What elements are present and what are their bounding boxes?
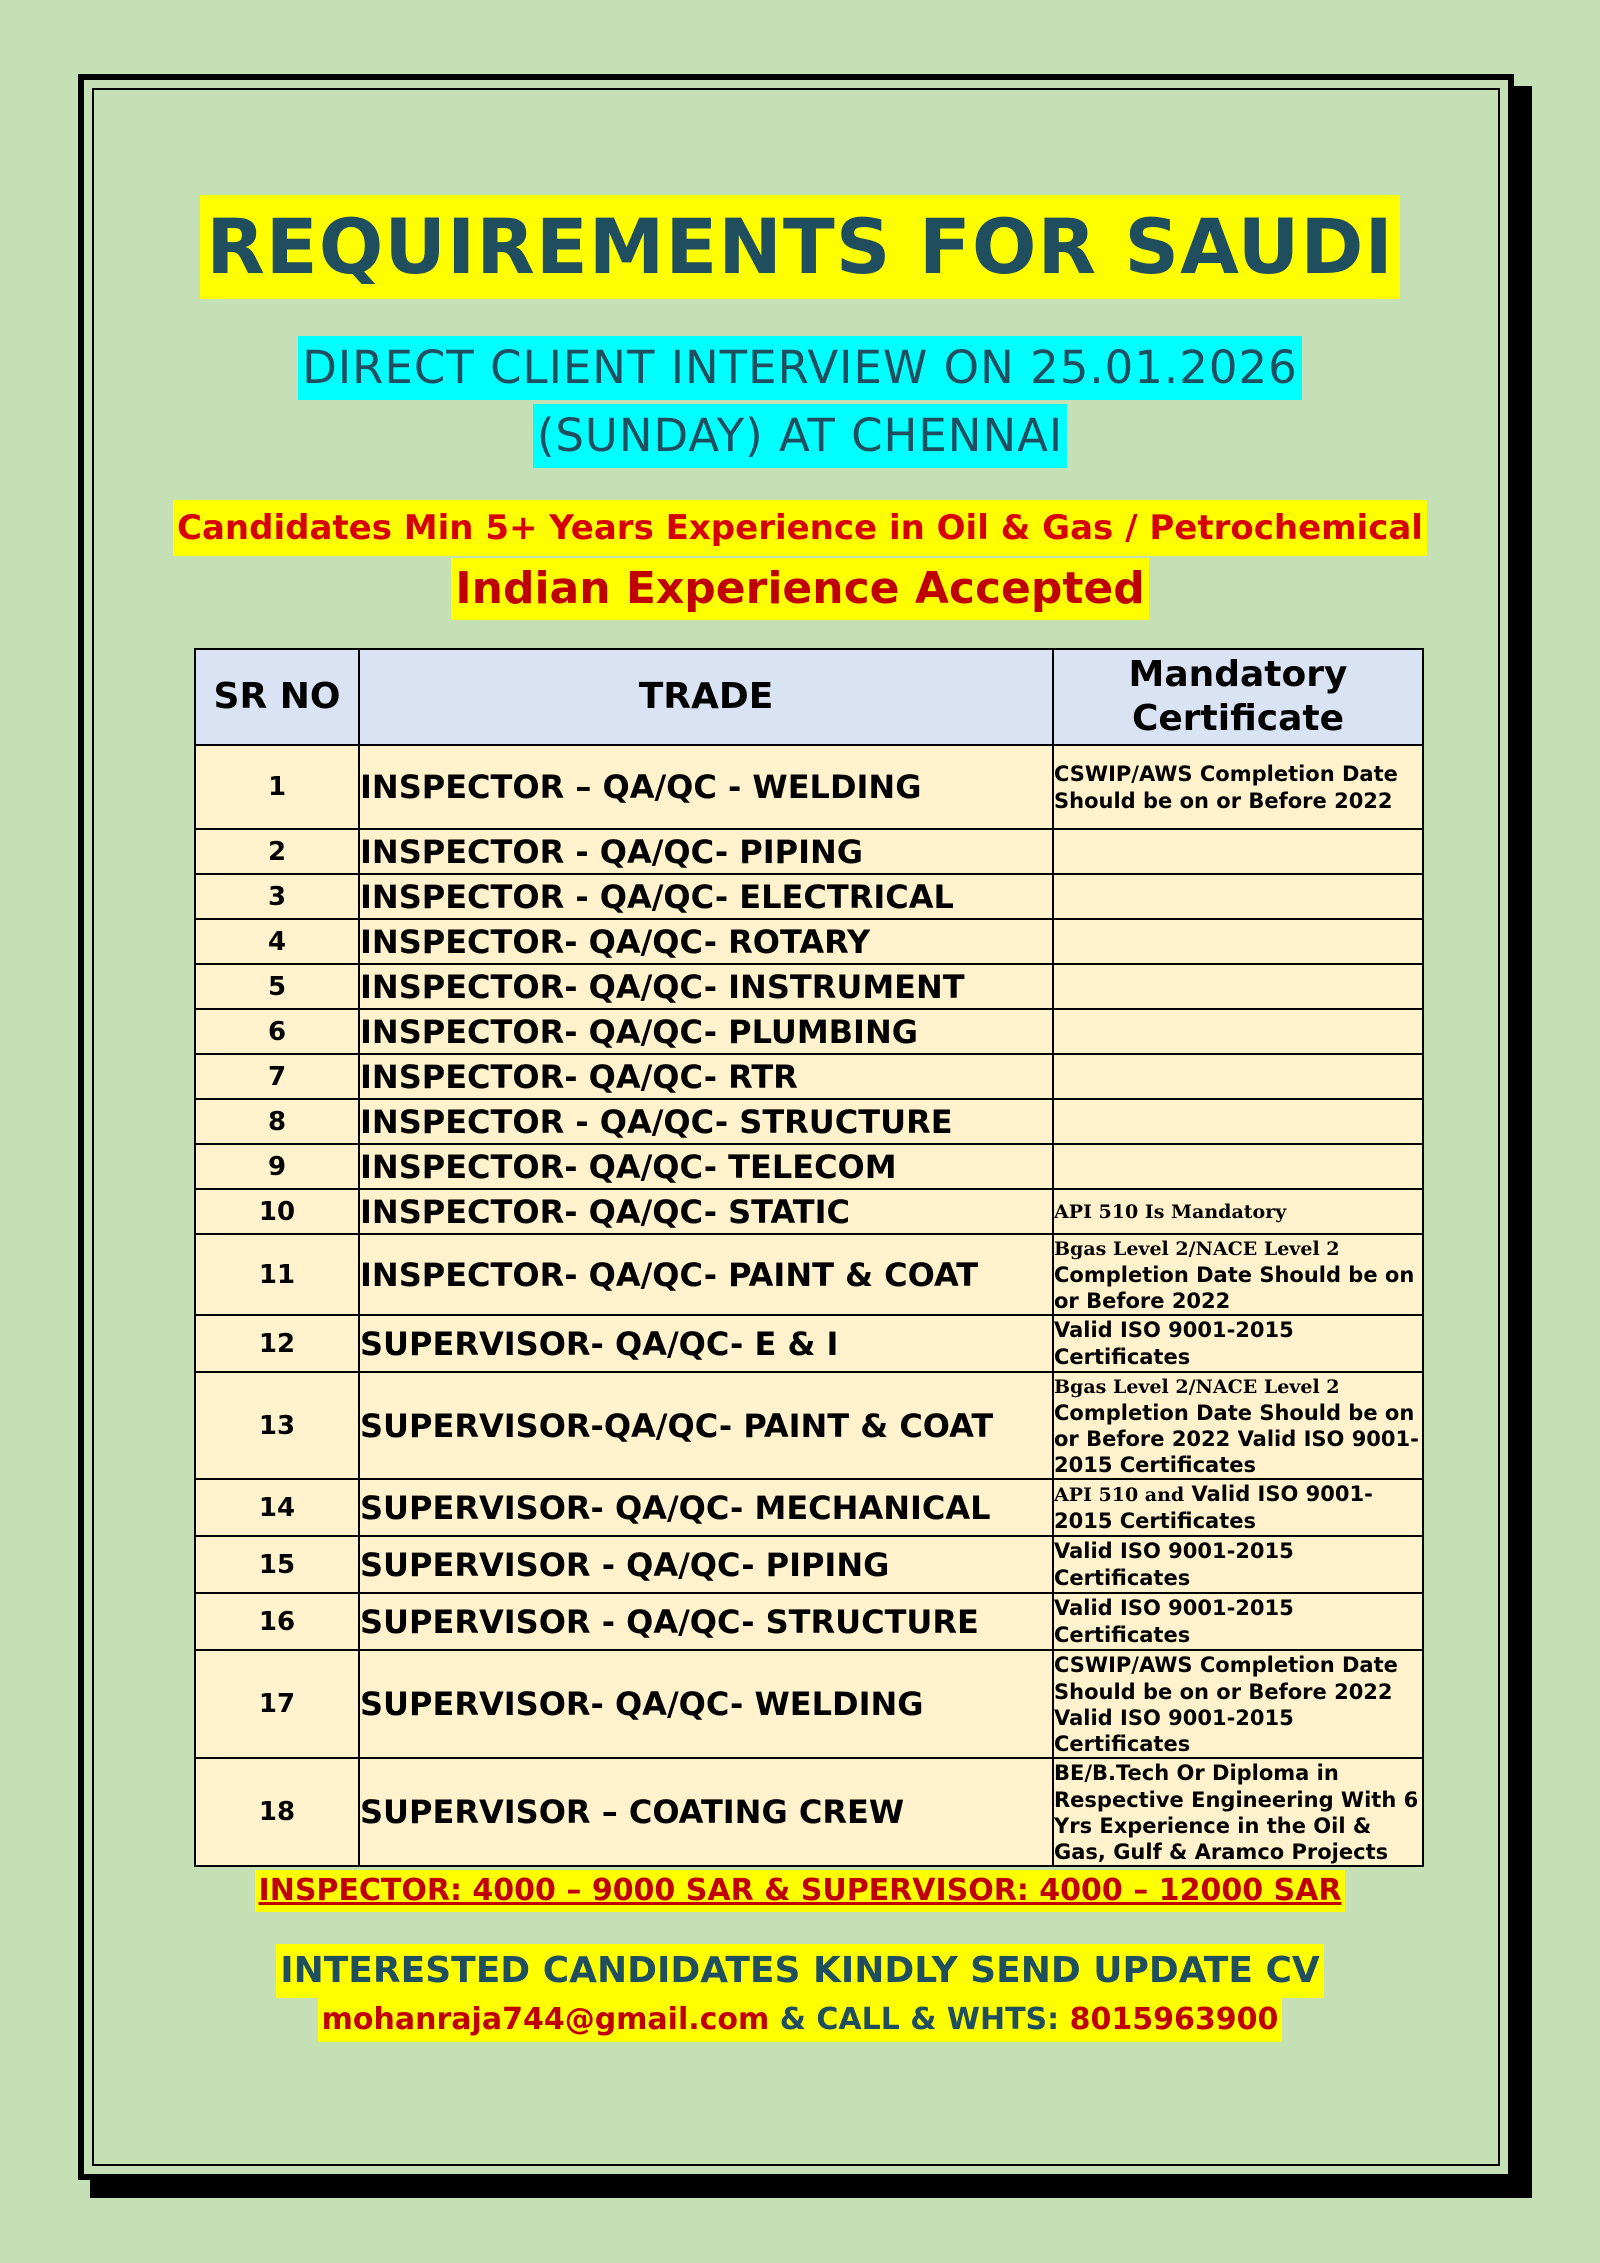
table-row: [195, 829, 1423, 874]
table-row: [195, 1234, 1423, 1315]
row-trade: INSPECTOR- QA/QC- PAINT & COAT: [359, 1234, 1053, 1315]
table-row: [195, 1009, 1423, 1054]
certificate-text: BE/B.Tech Or Diploma in Respective Engineering With 6 Yrs Experience in the Oil & Gas, Gulf & Aramco Projects: [1054, 1760, 1419, 1864]
row-sr-no: 12: [195, 1315, 359, 1372]
row-sr-no: 6: [195, 1009, 359, 1054]
row-sr-no: 1: [195, 745, 359, 829]
row-sr-no: 4: [195, 919, 359, 964]
row-trade: INSPECTOR - QA/QC- STRUCTURE: [359, 1099, 1053, 1144]
table-row: [195, 1372, 1423, 1479]
row-trade: SUPERVISOR-QA/QC- PAINT & COAT: [359, 1372, 1053, 1479]
row-certificate: [1053, 919, 1423, 964]
certificate-serif-text: API 510 and: [1054, 1484, 1185, 1506]
row-sr-no: 3: [195, 874, 359, 919]
interview-line-2: (SUNDAY) AT CHENNAI: [533, 404, 1067, 468]
table-row: [195, 1099, 1423, 1144]
interview-line-1: DIRECT CLIENT INTERVIEW ON 25.01.2026: [298, 336, 1301, 400]
row-certificate: [1053, 1099, 1423, 1144]
row-sr-no: 16: [195, 1593, 359, 1650]
interview-line-1-block: [0, 336, 1600, 400]
certificate-serif-text: API 510 Is Mandatory: [1054, 1201, 1287, 1223]
table-row: [195, 1189, 1423, 1234]
row-sr-no: 14: [195, 1479, 359, 1536]
header-trade: TRADE: [359, 649, 1053, 745]
interest-message: INTERESTED CANDIDATES KINDLY SEND UPDATE CV: [276, 1944, 1324, 1998]
row-trade: INSPECTOR- QA/QC- ROTARY: [359, 919, 1053, 964]
row-sr-no: 18: [195, 1758, 359, 1866]
experience-requirement-block: [0, 500, 1600, 556]
table-row: [195, 1593, 1423, 1650]
table-row: [195, 874, 1423, 919]
row-sr-no: 15: [195, 1536, 359, 1593]
row-certificate: [1053, 745, 1423, 829]
row-certificate: [1053, 874, 1423, 919]
row-trade: SUPERVISOR- QA/QC- E & I: [359, 1315, 1053, 1372]
table-row: [195, 1144, 1423, 1189]
row-sr-no: 5: [195, 964, 359, 1009]
row-trade: INSPECTOR- QA/QC- STATIC: [359, 1189, 1053, 1234]
interest-block: [0, 1944, 1600, 1998]
row-sr-no: 11: [195, 1234, 359, 1315]
certificate-text: Valid ISO 9001-2015 Certificates: [1054, 1596, 1294, 1647]
salary-block: [0, 1870, 1600, 1912]
row-certificate: [1053, 1372, 1423, 1479]
row-trade: SUPERVISOR – COATING CREW: [359, 1758, 1053, 1866]
header-certificate-line-2: Certificate: [1131, 698, 1345, 739]
table-row: [195, 964, 1423, 1009]
row-certificate: [1053, 1009, 1423, 1054]
row-sr-no: 9: [195, 1144, 359, 1189]
table-row: [195, 1479, 1423, 1536]
row-certificate: [1053, 1593, 1423, 1650]
row-sr-no: 10: [195, 1189, 359, 1234]
table-header-row: [195, 649, 1423, 745]
row-trade: INSPECTOR- QA/QC- RTR: [359, 1054, 1053, 1099]
contact-call-label: & CALL & WHTS:: [769, 2002, 1070, 2037]
header-sr-no: SR NO: [195, 649, 359, 745]
salary-range: INSPECTOR: 4000 – 9000 SAR & SUPERVISOR: 4000 – 12000 SAR: [255, 1870, 1346, 1912]
row-trade: INSPECTOR- QA/QC- INSTRUMENT: [359, 964, 1053, 1009]
table-row: [195, 1650, 1423, 1758]
row-certificate: [1053, 829, 1423, 874]
row-certificate: [1053, 1189, 1423, 1234]
row-certificate: [1053, 1479, 1423, 1536]
row-trade: INSPECTOR – QA/QC - WELDING: [359, 745, 1053, 829]
row-sr-no: 13: [195, 1372, 359, 1479]
table-row: [195, 1054, 1423, 1099]
row-certificate: [1053, 964, 1423, 1009]
trades-table: [194, 648, 1424, 1867]
row-certificate: [1053, 1758, 1423, 1866]
row-certificate: [1053, 1650, 1423, 1758]
certificate-text: Valid ISO 9001-2015 Certificates: [1054, 1539, 1294, 1590]
contact-block: [0, 1998, 1600, 2042]
row-certificate: [1053, 1315, 1423, 1372]
certificate-text: CSWIP/AWS Completion Date Should be on or Before 2022: [1054, 761, 1398, 813]
table-row: [195, 1758, 1423, 1866]
row-trade: INSPECTOR - QA/QC- ELECTRICAL: [359, 874, 1053, 919]
row-certificate: [1053, 1234, 1423, 1315]
indian-experience-note: Indian Experience Accepted: [451, 558, 1149, 620]
row-trade: SUPERVISOR - QA/QC- STRUCTURE: [359, 1593, 1053, 1650]
row-sr-no: 8: [195, 1099, 359, 1144]
row-trade: INSPECTOR- QA/QC- PLUMBING: [359, 1009, 1053, 1054]
experience-requirement: Candidates Min 5+ Years Experience in Oil & Gas / Petrochemical: [173, 500, 1427, 556]
row-certificate: [1053, 1054, 1423, 1099]
poster-title: REQUIREMENTS FOR SAUDI: [200, 195, 1399, 299]
row-sr-no: 7: [195, 1054, 359, 1099]
row-trade: INSPECTOR - QA/QC- PIPING: [359, 829, 1053, 874]
table-row: [195, 919, 1423, 964]
certificate-text: Valid ISO 9001-2015 Certificates: [1054, 1318, 1294, 1369]
certificate-text: CSWIP/AWS Completion Date Should be on or Before 2022 Valid ISO 9001-2015 Certificates: [1054, 1652, 1398, 1756]
table-row: [195, 745, 1423, 829]
header-certificate: [1053, 649, 1423, 745]
table-row: [195, 1536, 1423, 1593]
certificate-serif-text: Bgas Level 2/NACE Level 2: [1054, 1238, 1340, 1260]
row-trade: SUPERVISOR- QA/QC- MECHANICAL: [359, 1479, 1053, 1536]
poster-title-block: [0, 195, 1600, 299]
row-trade: INSPECTOR- QA/QC- TELECOM: [359, 1144, 1053, 1189]
certificate-text: Completion Date Should be on or Before 2022 Valid ISO 9001-2015 Certificates: [1054, 1401, 1419, 1477]
row-trade: SUPERVISOR- QA/QC- WELDING: [359, 1650, 1053, 1758]
row-trade: SUPERVISOR - QA/QC- PIPING: [359, 1536, 1053, 1593]
indian-experience-block: [0, 558, 1600, 620]
contact-email[interactable]: mohanraja744@gmail.com: [321, 2002, 770, 2037]
header-certificate-line-1: Mandatory: [1128, 654, 1348, 695]
contact-line: [318, 1998, 1283, 2042]
row-sr-no: 17: [195, 1650, 359, 1758]
table-body: [195, 745, 1423, 1866]
row-certificate: [1053, 1536, 1423, 1593]
table-row: [195, 1315, 1423, 1372]
row-certificate: [1053, 1144, 1423, 1189]
certificate-serif-text: Bgas Level 2/NACE Level 2: [1054, 1376, 1340, 1398]
certificate-text: Completion Date Should be on or Before 2022: [1054, 1263, 1415, 1313]
row-sr-no: 2: [195, 829, 359, 874]
interview-line-2-block: [0, 404, 1600, 468]
contact-phone[interactable]: 8015963900: [1069, 2002, 1279, 2037]
certificate-text: Valid ISO 9001-2015 Certificates: [1054, 1482, 1373, 1533]
